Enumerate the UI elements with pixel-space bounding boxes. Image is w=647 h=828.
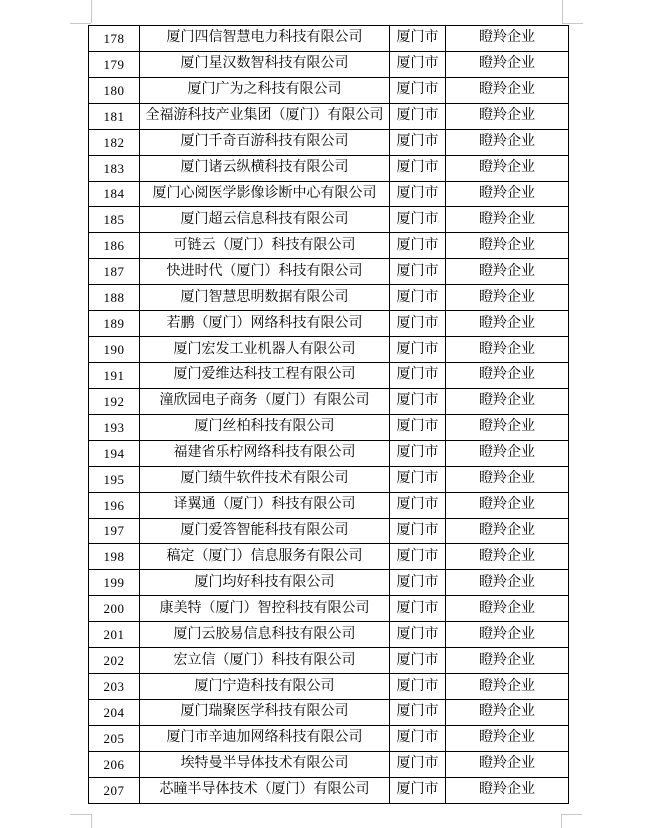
table-row — [89, 207, 569, 233]
table-row — [89, 725, 569, 751]
category-cell: 瞪羚企业 — [446, 181, 569, 207]
category-cell: 瞪羚企业 — [446, 129, 569, 155]
gazelle-company-table — [88, 25, 569, 804]
company-name-cell: 宏立信（厦门）科技有限公司 — [140, 648, 390, 674]
city-cell: 厦门市 — [390, 285, 446, 311]
table-row — [89, 77, 569, 103]
category-cell: 瞪羚企业 — [446, 492, 569, 518]
category-cell: 瞪羚企业 — [446, 648, 569, 674]
table-row — [89, 596, 569, 622]
company-name-cell: 厦门云胶易信息科技有限公司 — [140, 622, 390, 648]
city-cell: 厦门市 — [390, 699, 446, 725]
city-cell: 厦门市 — [390, 181, 446, 207]
category-cell: 瞪羚企业 — [446, 440, 569, 466]
table-row — [89, 466, 569, 492]
company-name-cell: 厦门爱答智能科技有限公司 — [140, 518, 390, 544]
row-number-cell: 190 — [89, 337, 140, 363]
city-cell: 厦门市 — [390, 518, 446, 544]
company-name-cell: 埃特曼半导体技术有限公司 — [140, 751, 390, 777]
city-cell: 厦门市 — [390, 414, 446, 440]
company-name-cell: 厦门宏发工业机器人有限公司 — [140, 337, 390, 363]
margin-crop-mark-bottom-right-vertical — [561, 814, 562, 828]
row-number-cell: 193 — [89, 414, 140, 440]
company-name-cell: 厦门瑞聚医学科技有限公司 — [140, 699, 390, 725]
category-cell: 瞪羚企业 — [446, 259, 569, 285]
city-cell: 厦门市 — [390, 51, 446, 77]
margin-crop-mark-bottom-left-horizontal — [70, 814, 91, 815]
table-row — [89, 337, 569, 363]
row-number-cell: 178 — [89, 26, 140, 52]
city-cell: 厦门市 — [390, 311, 446, 337]
table-row — [89, 26, 569, 52]
city-cell: 厦门市 — [390, 440, 446, 466]
margin-crop-mark-bottom-right-horizontal — [561, 814, 582, 815]
category-cell: 瞪羚企业 — [446, 622, 569, 648]
category-cell: 瞪羚企业 — [446, 699, 569, 725]
row-number-cell: 184 — [89, 181, 140, 207]
category-cell: 瞪羚企业 — [446, 414, 569, 440]
table-row — [89, 518, 569, 544]
margin-crop-mark-top-right-horizontal — [562, 23, 583, 24]
company-name-cell: 全福游科技产业集团（厦门）有限公司 — [140, 103, 390, 129]
category-cell: 瞪羚企业 — [446, 233, 569, 259]
city-cell: 厦门市 — [390, 648, 446, 674]
company-name-cell: 厦门千奇百游科技有限公司 — [140, 129, 390, 155]
city-cell: 厦门市 — [390, 777, 446, 803]
category-cell: 瞪羚企业 — [446, 544, 569, 570]
city-cell: 厦门市 — [390, 233, 446, 259]
table-row — [89, 440, 569, 466]
company-name-cell: 厦门爱维达科技工程有限公司 — [140, 362, 390, 388]
company-name-cell: 译翼通（厦门）科技有限公司 — [140, 492, 390, 518]
row-number-cell: 201 — [89, 622, 140, 648]
company-name-cell: 可链云（厦门）科技有限公司 — [140, 233, 390, 259]
table-row — [89, 285, 569, 311]
company-name-cell: 厦门智慧思明数据有限公司 — [140, 285, 390, 311]
company-name-cell: 厦门宁造科技有限公司 — [140, 674, 390, 700]
company-name-cell: 厦门超云信息科技有限公司 — [140, 207, 390, 233]
company-name-cell: 厦门广为之科技有限公司 — [140, 77, 390, 103]
table-row — [89, 751, 569, 777]
city-cell: 厦门市 — [390, 362, 446, 388]
row-number-cell: 200 — [89, 596, 140, 622]
city-cell: 厦门市 — [390, 26, 446, 52]
city-cell: 厦门市 — [390, 674, 446, 700]
row-number-cell: 199 — [89, 570, 140, 596]
company-name-cell: 潼欣园电子商务（厦门）有限公司 — [140, 388, 390, 414]
row-number-cell: 205 — [89, 725, 140, 751]
city-cell: 厦门市 — [390, 129, 446, 155]
table-row — [89, 311, 569, 337]
table-row — [89, 259, 569, 285]
row-number-cell: 189 — [89, 311, 140, 337]
category-cell: 瞪羚企业 — [446, 207, 569, 233]
category-cell: 瞪羚企业 — [446, 362, 569, 388]
city-cell: 厦门市 — [390, 492, 446, 518]
margin-crop-mark-top-right-vertical — [562, 0, 563, 23]
table-row — [89, 181, 569, 207]
category-cell: 瞪羚企业 — [446, 388, 569, 414]
company-name-cell: 厦门绩牛软件技术有限公司 — [140, 466, 390, 492]
company-name-cell: 厦门诸云纵横科技有限公司 — [140, 155, 390, 181]
category-cell: 瞪羚企业 — [446, 518, 569, 544]
table-row — [89, 129, 569, 155]
category-cell: 瞪羚企业 — [446, 674, 569, 700]
table-row — [89, 622, 569, 648]
company-name-cell: 稿定（厦门）信息服务有限公司 — [140, 544, 390, 570]
margin-crop-mark-top-left-horizontal — [70, 23, 91, 24]
company-name-cell: 若鹏（厦门）网络科技有限公司 — [140, 311, 390, 337]
table-row — [89, 544, 569, 570]
category-cell: 瞪羚企业 — [446, 311, 569, 337]
company-name-cell: 福建省乐柠网络科技有限公司 — [140, 440, 390, 466]
margin-crop-mark-bottom-left-vertical — [91, 814, 92, 828]
company-name-cell: 厦门四信智慧电力科技有限公司 — [140, 26, 390, 52]
row-number-cell: 179 — [89, 51, 140, 77]
city-cell: 厦门市 — [390, 622, 446, 648]
table-row — [89, 414, 569, 440]
category-cell: 瞪羚企业 — [446, 51, 569, 77]
row-number-cell: 186 — [89, 233, 140, 259]
city-cell: 厦门市 — [390, 466, 446, 492]
row-number-cell: 197 — [89, 518, 140, 544]
city-cell: 厦门市 — [390, 337, 446, 363]
city-cell: 厦门市 — [390, 544, 446, 570]
category-cell: 瞪羚企业 — [446, 285, 569, 311]
row-number-cell: 188 — [89, 285, 140, 311]
category-cell: 瞪羚企业 — [446, 466, 569, 492]
row-number-cell: 185 — [89, 207, 140, 233]
margin-crop-mark-top-left-vertical — [91, 0, 92, 23]
row-number-cell: 195 — [89, 466, 140, 492]
category-cell: 瞪羚企业 — [446, 155, 569, 181]
company-name-cell: 康美特（厦门）智控科技有限公司 — [140, 596, 390, 622]
row-number-cell: 180 — [89, 77, 140, 103]
table-row — [89, 155, 569, 181]
city-cell: 厦门市 — [390, 596, 446, 622]
table-row — [89, 648, 569, 674]
company-name-cell: 厦门市辛迪加网络科技有限公司 — [140, 725, 390, 751]
category-cell: 瞪羚企业 — [446, 725, 569, 751]
category-cell: 瞪羚企业 — [446, 596, 569, 622]
category-cell: 瞪羚企业 — [446, 337, 569, 363]
table-body — [89, 26, 569, 804]
row-number-cell: 182 — [89, 129, 140, 155]
row-number-cell: 181 — [89, 103, 140, 129]
company-name-cell: 快进时代（厦门）科技有限公司 — [140, 259, 390, 285]
row-number-cell: 207 — [89, 777, 140, 803]
row-number-cell: 198 — [89, 544, 140, 570]
row-number-cell: 196 — [89, 492, 140, 518]
table-row — [89, 103, 569, 129]
row-number-cell: 187 — [89, 259, 140, 285]
city-cell: 厦门市 — [390, 77, 446, 103]
table-row — [89, 699, 569, 725]
category-cell: 瞪羚企业 — [446, 77, 569, 103]
table-row — [89, 492, 569, 518]
row-number-cell: 202 — [89, 648, 140, 674]
row-number-cell: 204 — [89, 699, 140, 725]
category-cell: 瞪羚企业 — [446, 26, 569, 52]
company-name-cell: 芯瞳半导体技术（厦门）有限公司 — [140, 777, 390, 803]
company-name-cell: 厦门均好科技有限公司 — [140, 570, 390, 596]
table-row — [89, 51, 569, 77]
row-number-cell: 183 — [89, 155, 140, 181]
table-row — [89, 674, 569, 700]
table-row — [89, 362, 569, 388]
table-row — [89, 388, 569, 414]
city-cell: 厦门市 — [390, 103, 446, 129]
table-row — [89, 777, 569, 803]
category-cell: 瞪羚企业 — [446, 570, 569, 596]
category-cell: 瞪羚企业 — [446, 751, 569, 777]
company-name-cell: 厦门星汉数智科技有限公司 — [140, 51, 390, 77]
row-number-cell: 203 — [89, 674, 140, 700]
category-cell: 瞪羚企业 — [446, 103, 569, 129]
company-name-cell: 厦门心阅医学影像诊断中心有限公司 — [140, 181, 390, 207]
city-cell: 厦门市 — [390, 751, 446, 777]
table-row — [89, 570, 569, 596]
row-number-cell: 192 — [89, 388, 140, 414]
row-number-cell: 191 — [89, 362, 140, 388]
city-cell: 厦门市 — [390, 388, 446, 414]
category-cell: 瞪羚企业 — [446, 777, 569, 803]
row-number-cell: 194 — [89, 440, 140, 466]
table-row — [89, 233, 569, 259]
city-cell: 厦门市 — [390, 259, 446, 285]
city-cell: 厦门市 — [390, 570, 446, 596]
city-cell: 厦门市 — [390, 207, 446, 233]
city-cell: 厦门市 — [390, 155, 446, 181]
company-name-cell: 厦门丝柏科技有限公司 — [140, 414, 390, 440]
city-cell: 厦门市 — [390, 725, 446, 751]
row-number-cell: 206 — [89, 751, 140, 777]
